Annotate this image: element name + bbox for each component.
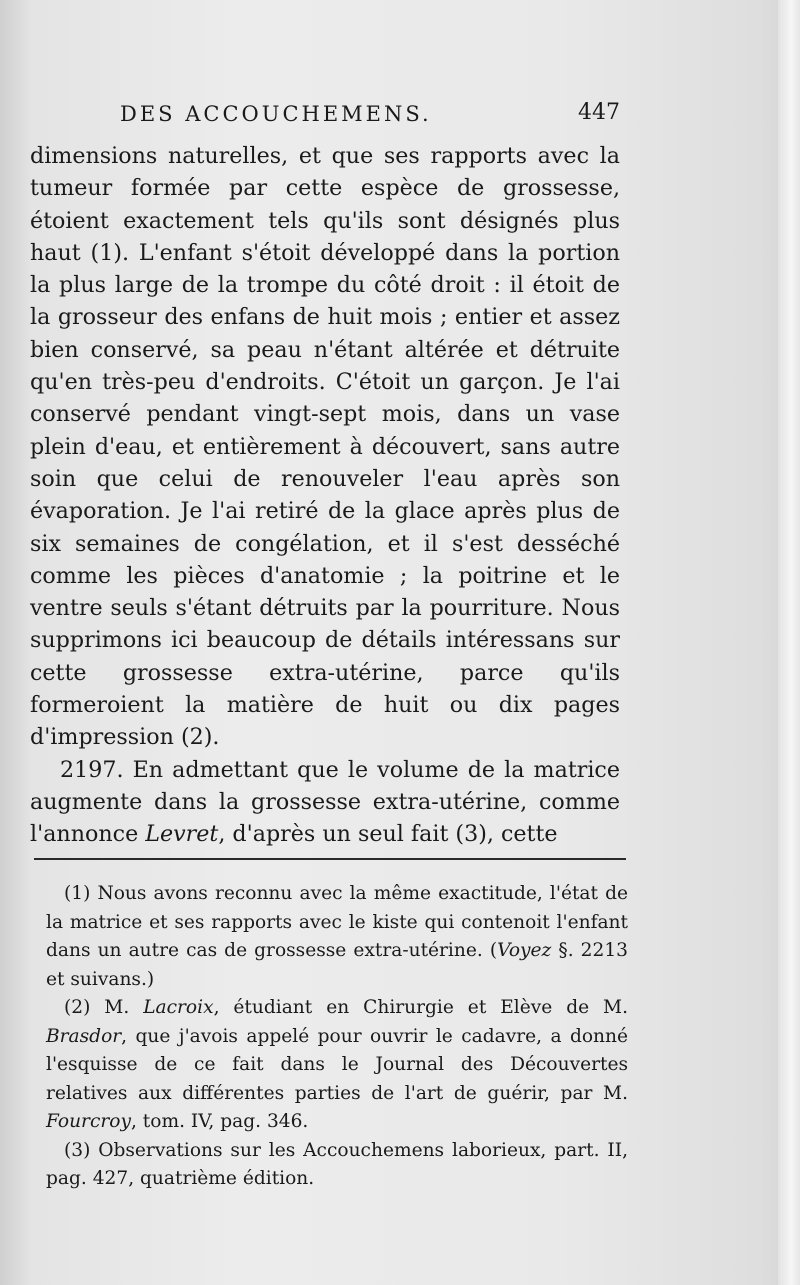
- paragraph-2: [30, 754, 620, 851]
- footnote-rule: [34, 858, 626, 860]
- footnote-3: (3) Observations sur les Accouchemens laborieux, part. II, pag. 427, quatrième édition.: [46, 1139, 628, 1189]
- footnote-1-end: §. 2213 et suivans.): [46, 940, 628, 990]
- footnote-1-start: (1) Nous avons reconnu avec la même exactitude, l'état de la matrice et ses rapports avec le kiste qui contenoit l'enfant dans un autre cas de grossesse extra-utérine. (: [46, 883, 628, 961]
- page-number: 447: [578, 100, 620, 125]
- footnote-2-end: , tom. IV, pag. 346.: [130, 1111, 309, 1132]
- footnote-2-middle-1: , étudiant en Chirurgie et Elève de M.: [213, 997, 629, 1018]
- footnote-2-start: (2) M.: [64, 997, 144, 1018]
- name-brasdor: Brasdor: [46, 1025, 122, 1047]
- paragraph-2-start: 2197. En admettant que le volume de la matrice augmente dans la grossesse extra-utérine, comme l'annonce: [30, 756, 620, 848]
- paragraph-1: dimensions naturelles, et que ses rapports avec la tumeur formée par cette espèce de grossesse, étoient exactement tels qu'ils sont désignés plus haut (1). L'enfant s'étoit développé dans la portion la plus large de la trompe du côté droit : il étoit de la grosseur des enfans de huit mois ; entier et assez bien conservé, sa peau n'étant altérée et détruite qu'en très-peu d'endroits. C'étoit un garçon. Je l'ai conservé pendant vingt-sept mois, dans un vase plein d'eau, et entièrement à découvert, sans autre soin que celui de renouveler l'eau après son évaporation. Je l'ai retiré de la glace après plus de six semaines de congélation, et il s'est desséché comme les pièces d'anatomie ; la poitrine et le ventre seuls s'étant détruits par la pourriture. Nous supprimons ici beaucoup de détails intéressans sur cette grossesse extra-utérine, parce qu'ils formeroient la matière de huit ou dix pages d'impression (2).: [30, 143, 620, 751]
- footnote-2: [46, 994, 628, 1137]
- name-lacroix: Lacroix: [143, 997, 214, 1018]
- body-text: [30, 140, 620, 851]
- footnote-1: [46, 880, 628, 994]
- author-name-levret: Levret: [145, 821, 219, 848]
- running-head: [120, 102, 620, 138]
- running-title: DES ACCOUCHEMENS.: [120, 102, 432, 126]
- footnotes: [46, 880, 628, 1194]
- footnote-1-voyez: Voyez: [497, 940, 552, 961]
- name-fourcroy: Fourcroy: [46, 1111, 131, 1132]
- page-edge: [778, 0, 800, 1285]
- footnote-2-middle-2: , que j'avois appelé pour ouvrir le cadavre, a donné l'esquisse de ce fait dans le Journal des Découvertes relatives aux différentes parties de l'art de guérir, par M.: [46, 1025, 628, 1104]
- paragraph-2-end: , d'après un seul fait (3), cette: [218, 821, 558, 848]
